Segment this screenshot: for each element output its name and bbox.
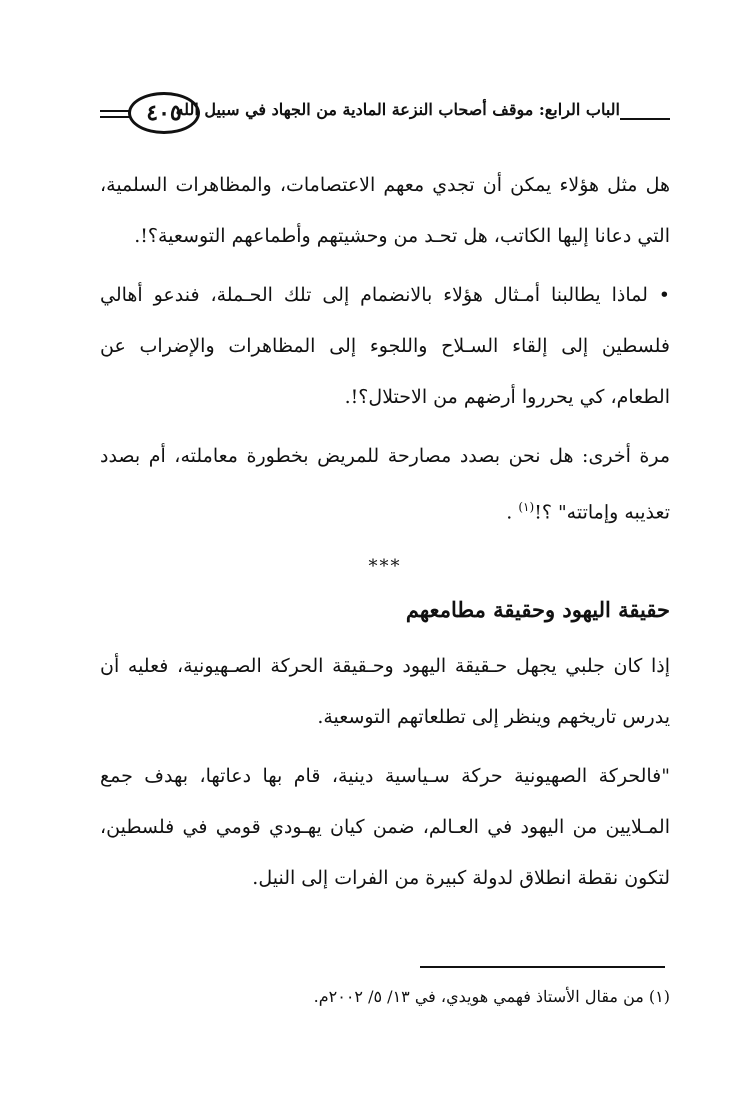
section-heading: حقيقة اليهود وحقيقة مطامعهم bbox=[405, 597, 670, 623]
paragraph-text: لماذا يطالبنا أمـثال هؤلاء بالانضمام إلى تلك الحـملة، فندعو أهالي فلسطين إلى إلقاء السـلاح واللجوء إلى المظاهرات والإضراب عن الطعام، كي يحرروا أرضهم من الاحتلال؟!. bbox=[100, 284, 670, 408]
footnote-reference: (١) bbox=[518, 500, 535, 514]
page-header bbox=[100, 88, 670, 140]
bullet-paragraph bbox=[100, 270, 670, 423]
footnote: (١) من مقال الأستاذ فهمي هويدي، في ١٣/ ٥/ ٢٠٠٢م. bbox=[313, 987, 670, 1006]
paragraph: هل مثل هؤلاء يمكن أن تجدي معهم الاعتصامات، والمظاهرات السلمية، التي دعانا إليها الكاتب، هل تحـد من وحشيتهم وأطماعهم التوسعية؟!. bbox=[100, 174, 670, 247]
page-number: ٤٠٥ bbox=[128, 92, 200, 134]
paragraph: "فالحركة الصهيونية حركة سـياسية دينية، قام بها دعاتها، بهدف جمع المـلايين من اليهود في العـالم، ضمن كيان يهـودي قومي في فلسطين، لتكون نقطة انطلاق لدولة كبيرة من الفرات إلى النيل. bbox=[100, 765, 670, 890]
paragraph: إذا كان جلبي يجهل حـقيقة اليهود وحـقيقة الحركة الصـهيونية، فعليه أن يدرس تاريخهم وينظر إلى تطلعاتهم التوسعية. bbox=[100, 655, 670, 729]
running-title: الباب الرابع: موقف أصحاب النزعة المادية من الجهاد في سبيل الله bbox=[175, 100, 620, 119]
footnote-separator bbox=[420, 966, 665, 968]
header-rule bbox=[100, 116, 130, 118]
paragraph: مرة أخرى: هل نحن بصدد مصارحة للمريض بخطورة معاملته، أم بصدد تعذيبه وإماتته" ؟!$^{(١)}$ . bbox=[100, 445, 670, 524]
header-rule bbox=[100, 110, 130, 112]
page-body bbox=[100, 160, 670, 912]
section-divider: *** bbox=[368, 556, 402, 578]
header-rule bbox=[620, 118, 670, 120]
paragraph-text: مرة أخرى: هل نحن بصدد مصارحة للمريض بخطورة معاملته، أم بصدد تعذيبه وإماتته" ؟! bbox=[100, 445, 670, 524]
